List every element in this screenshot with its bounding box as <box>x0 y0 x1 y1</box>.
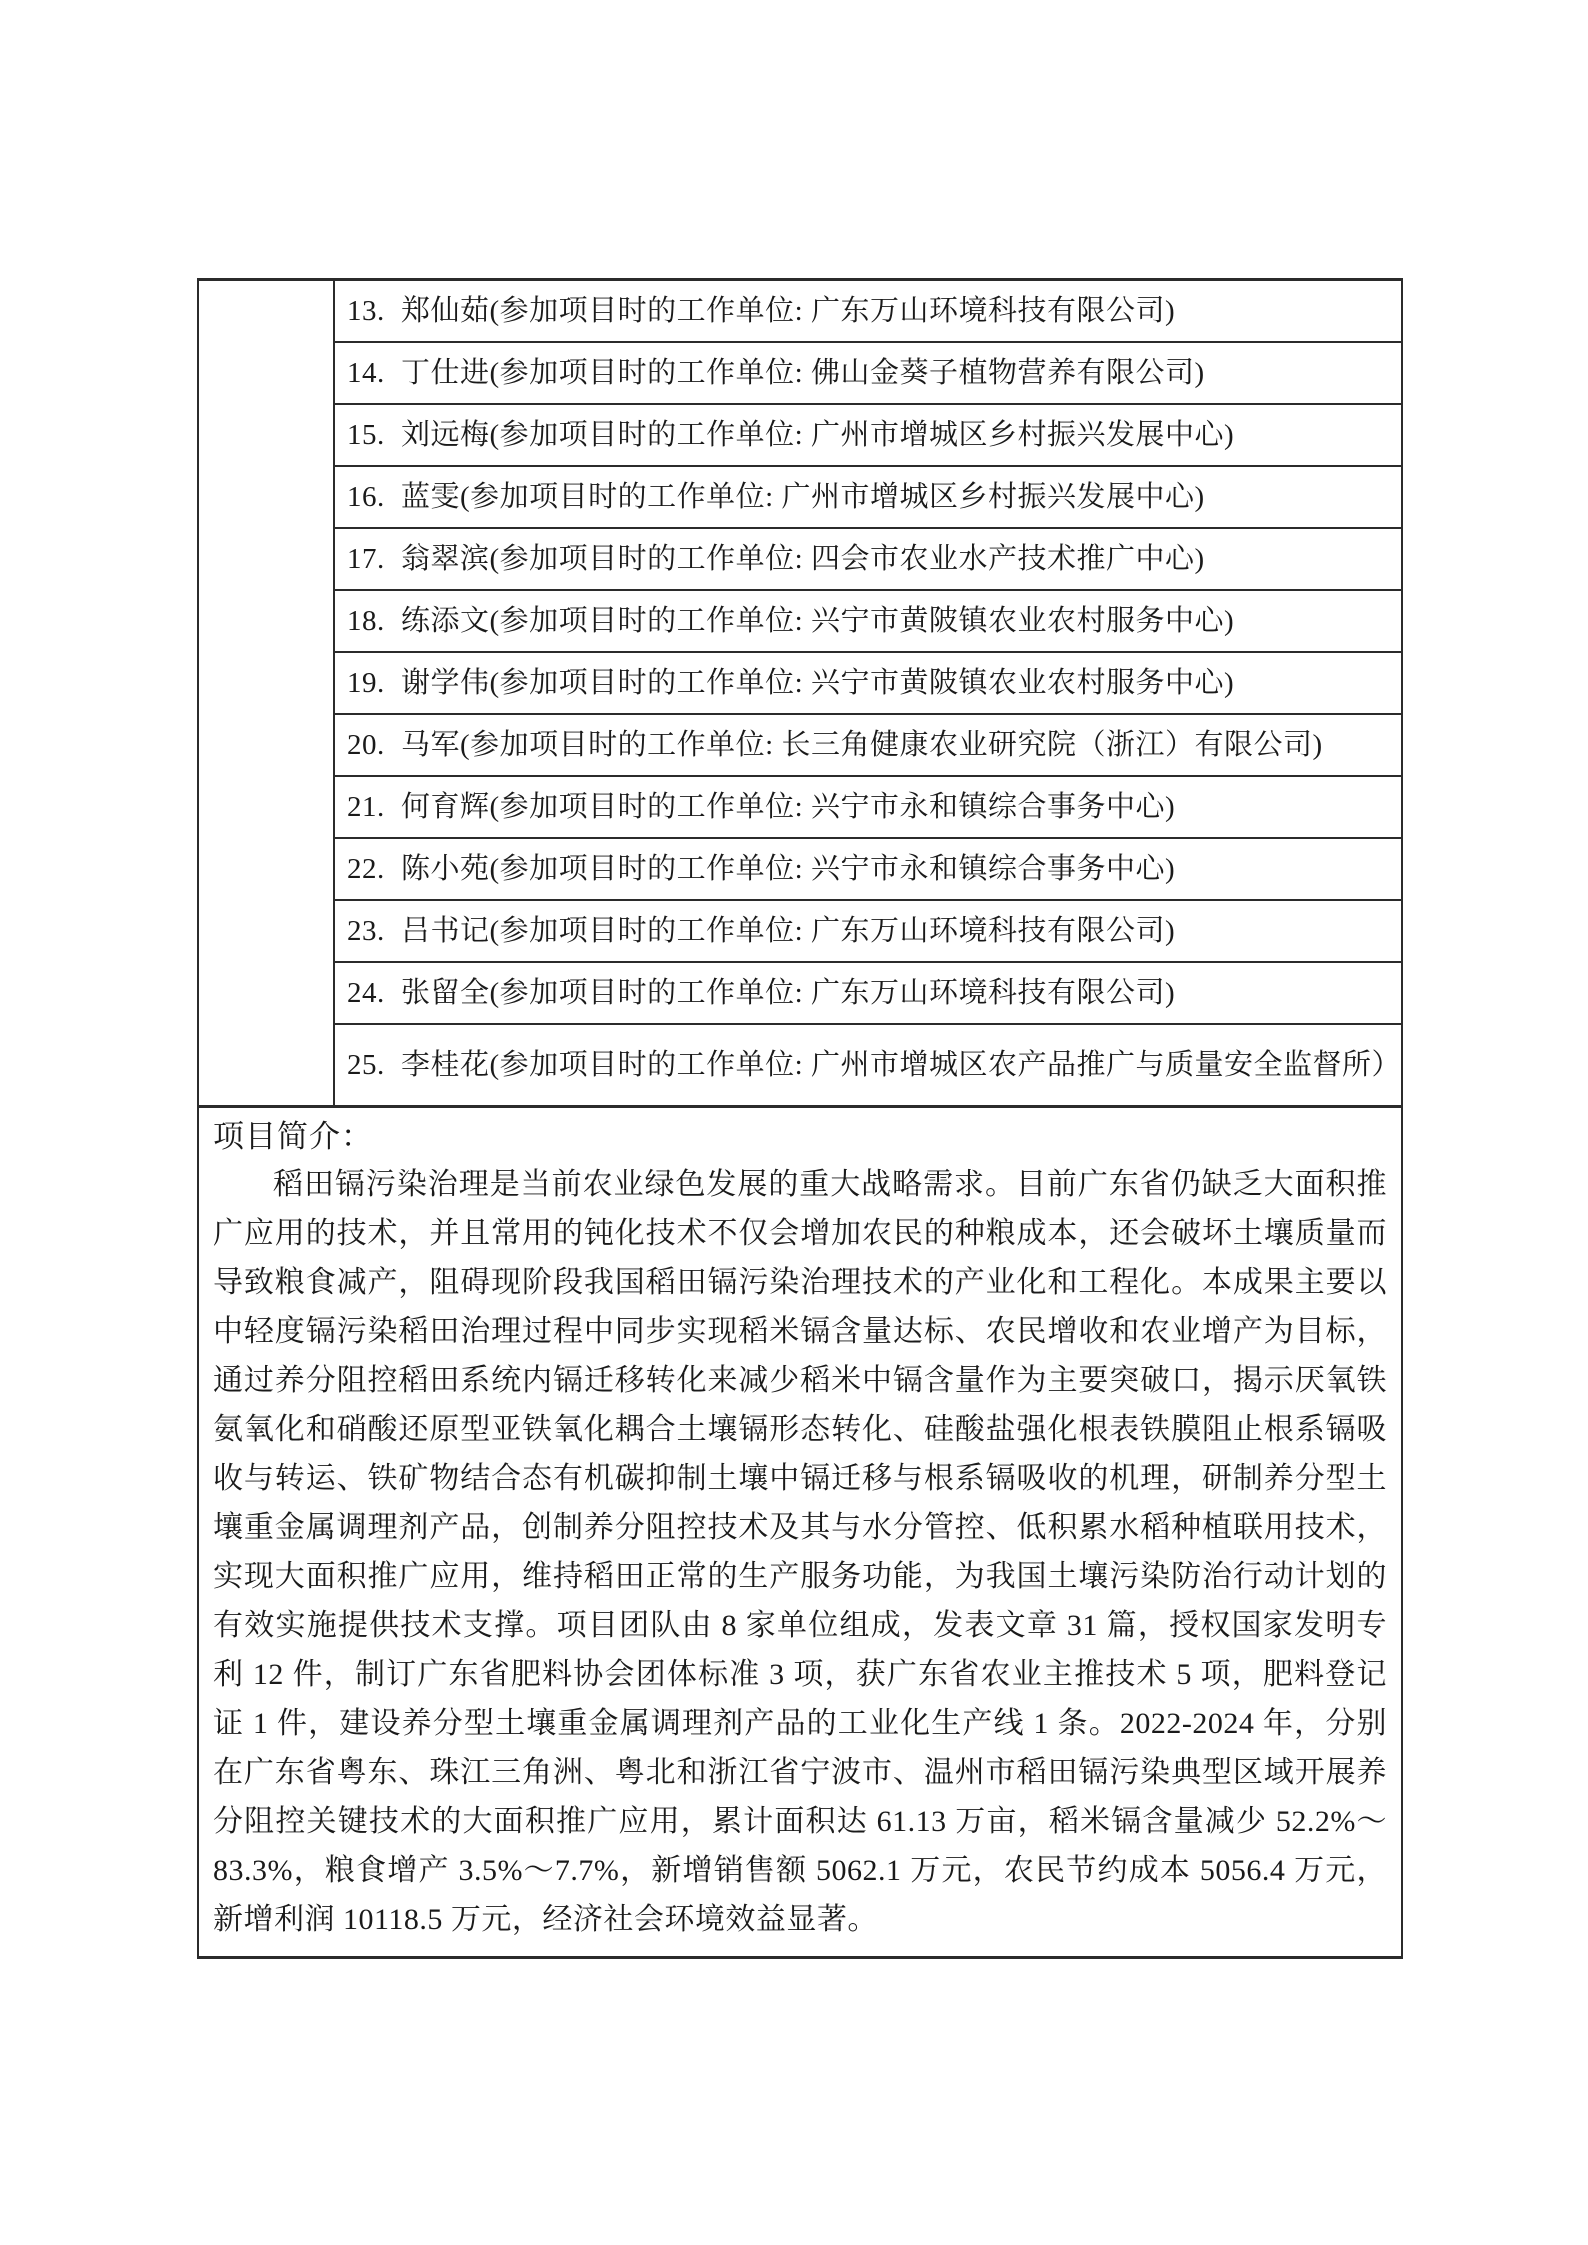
member-row <box>335 281 1401 343</box>
member-number: 17. <box>347 543 385 575</box>
member-text: 张留全(参加项目时的工作单位: 广东万山环境科技有限公司) <box>401 977 1176 1009</box>
member-row <box>335 591 1401 653</box>
members-section <box>199 281 1401 1105</box>
member-number: 13. <box>347 295 385 327</box>
member-row <box>335 839 1401 901</box>
member-number: 22. <box>347 853 385 885</box>
left-spacer-cell <box>199 281 335 1105</box>
member-row <box>335 653 1401 715</box>
member-text: 郑仙茹(参加项目时的工作单位: 广东万山环境科技有限公司) <box>401 295 1176 327</box>
member-row <box>335 715 1401 777</box>
member-row <box>335 963 1401 1025</box>
member-number: 16. <box>347 481 385 513</box>
member-number: 20. <box>347 729 385 761</box>
member-text: 刘远梅(参加项目时的工作单位: 广州市增城区乡村振兴发展中心) <box>401 419 1235 451</box>
member-row <box>335 343 1401 405</box>
member-text: 蓝雯(参加项目时的工作单位: 广州市增城区乡村振兴发展中心) <box>401 481 1205 513</box>
member-row <box>335 1025 1401 1105</box>
member-number: 23. <box>347 915 385 947</box>
member-text: 吕书记(参加项目时的工作单位: 广东万山环境科技有限公司) <box>401 915 1176 947</box>
member-text: 练添文(参加项目时的工作单位: 兴宁市黄陂镇农业农村服务中心) <box>401 605 1235 637</box>
member-row <box>335 901 1401 963</box>
member-number: 25. <box>347 1049 385 1081</box>
member-text: 翁翠滨(参加项目时的工作单位: 四会市农业水产技术推广中心) <box>401 543 1205 575</box>
member-number: 24. <box>347 977 385 1009</box>
members-list <box>335 281 1401 1105</box>
member-text: 何育辉(参加项目时的工作单位: 兴宁市永和镇综合事务中心) <box>401 791 1176 823</box>
member-text: 李桂花(参加项目时的工作单位: 广州市增城区农产品推广与质量安全监督所） <box>401 1049 1401 1081</box>
member-text: 马军(参加项目时的工作单位: 长三角健康农业研究院（浙江）有限公司) <box>401 729 1323 761</box>
member-text: 陈小苑(参加项目时的工作单位: 兴宁市永和镇综合事务中心) <box>401 853 1176 885</box>
member-text: 谢学伟(参加项目时的工作单位: 兴宁市黄陂镇农业农村服务中心) <box>401 667 1235 699</box>
member-number: 15. <box>347 419 385 451</box>
member-row <box>335 529 1401 591</box>
intro-section <box>199 1105 1401 1956</box>
member-row <box>335 777 1401 839</box>
member-text: 丁仕进(参加项目时的工作单位: 佛山金葵子植物营养有限公司) <box>401 357 1205 389</box>
intro-paragraph: 稻田镉污染治理是当前农业绿色发展的重大战略需求。目前广东省仍缺乏大面积推广应用的技术，并且常用的钝化技术不仅会增加农民的种粮成本，还会破坏土壤质量而导致粮食减产，阻碍现阶段我国稻田镉污染治理技术的产业化和工程化。本成果主要以中轻度镉污染稻田治理过程中同步实现稻米镉含量达标、农民增收和农业增产为目标，通过养分阻控稻田系统内镉迁移转化来减少稻米中镉含量作为主要突破口，揭示厌氧铁氨氧化和硝酸还原型亚铁氧化耦合土壤镉形态转化、硅酸盐强化根表铁膜阻止根系镉吸收与转运、铁矿物结合态有机碳抑制土壤中镉迁移与根系镉吸收的机理，研制养分型土壤重金属调理剂产品，创制养分阻控技术及其与水分管控、低积累水稻种植联用技术，实现大面积推广应用，维持稻田正常的生产服务功能，为我国土壤污染防治行动计划的有效实施提供技术支撑。项目团队由 8 家单位组成，发表文章 31 篇，授权国家发明专利 12 件，制订广东省肥料协会团体标准 3 项，获广东省农业主推技术 5 项，肥料登记证 1 件，建设养分型土壤重金属调理剂产品的工业化生产线 1 条。2022-2024 年，分别在广东省粤东、珠江三角洲、粤北和浙江省宁波市、温州市稻田镉污染典型区域开展养分阻控关键技术的大面积推广应用，累计面积达 61.13 万亩，稻米镉含量减少 52.2%～83.3%，粮食增产 3.5%～7.7%，新增销售额 5062.1 万元，农民节约成本 5056.4 万元，新增利润 10118.5 万元，经济社会环境效益显著。 <box>213 1168 1387 1936</box>
member-number: 19. <box>347 667 385 699</box>
project-table <box>197 278 1403 1959</box>
member-row <box>335 467 1401 529</box>
member-number: 18. <box>347 605 385 637</box>
member-number: 14. <box>347 357 385 389</box>
member-number: 21. <box>347 791 385 823</box>
intro-heading: 项目简介： <box>213 1119 373 1154</box>
member-row <box>335 405 1401 467</box>
